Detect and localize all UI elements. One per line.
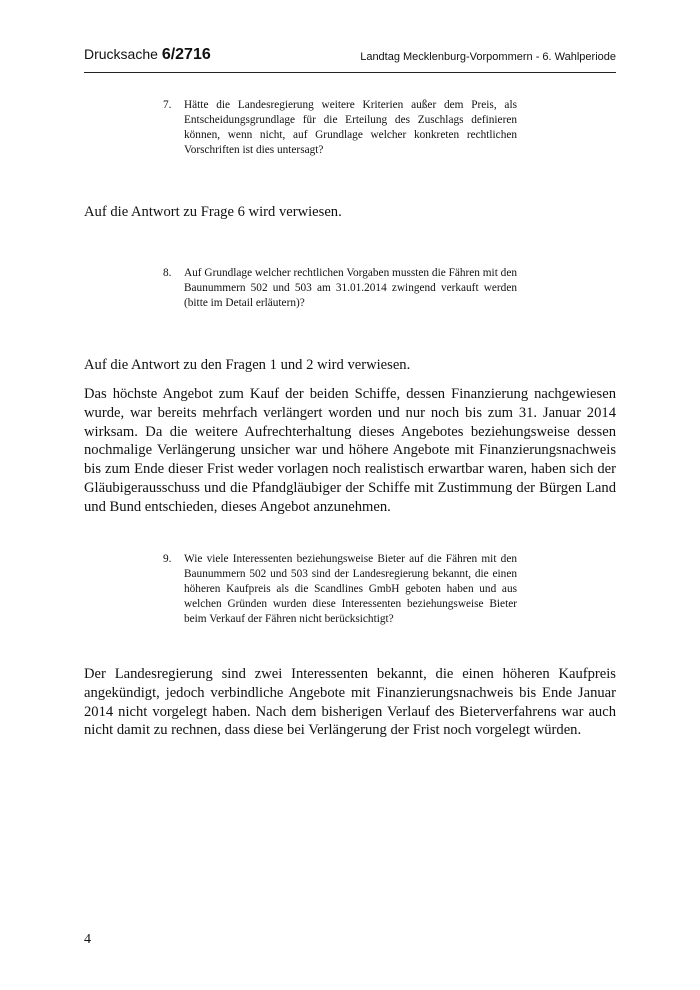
question-number: 8.: [163, 267, 172, 279]
page-number: 4: [84, 932, 91, 947]
parliament-label: Landtag Mecklenburg-Vorpommern - 6. Wahlperiode: [360, 51, 616, 63]
question-number: 7.: [163, 99, 172, 111]
question-text: Auf Grundlage welcher rechtlichen Vorgaben mussten die Fähren mit den Baunummern 502 und 503 am 31.01.2014 zwingend verkauft werden (bitte im Detail erläutern)?: [184, 267, 517, 309]
question-8: [163, 266, 517, 311]
question-7: [163, 98, 517, 158]
question-text: Wie viele Interessenten beziehungsweise Bieter auf die Fähren mit den Baunummern 502 und 503 sind der Landesregierung bekannt, die einen höheren Kaufpreis als die Scandlines GmbH geboten haben und aus welchen Gründen wurden diese Interessenten beziehungsweise Bieter beim Verkauf der Fähren nicht berücksichtigt?: [184, 553, 517, 625]
answer-9: Der Landesregierung sind zwei Interessenten bekannt, die einen höheren Kaufpreis angekündigt, jedoch verbindliche Angebote mit Finanzierungsnachweis bis Ende Januar 2014 nicht vorgelegt haben. Nach dem bisherigen Verlauf des Bieterverfahrens war auch nicht damit zu rechnen, dass diese bei Verlängerung der Frist noch vorgelegt würden.: [84, 666, 616, 739]
answer-8-reference: Auf die Antwort zu den Fragen 1 und 2 wird verwiesen.: [84, 357, 411, 373]
answer-7: Auf die Antwort zu Frage 6 wird verwiesen.: [84, 204, 342, 220]
question-9: [163, 552, 517, 627]
question-text: Hätte die Landesregierung weitere Kriterien außer dem Preis, als Entscheidungsgrundlage für die Erteilung des Zuschlags definieren können, wenn nicht, auf Grundlage welcher konkreten rechtlichen Vorschriften ist dies untersagt?: [184, 99, 517, 156]
doc-label: Drucksache: [84, 46, 158, 62]
answer-8-body: Das höchste Angebot zum Kauf der beiden Schiffe, dessen Finanzierung nachgewiesen wurde, war bereits mehrfach verlängert worden und nur noch bis zum 31. Januar 2014 wirksam. Da die weitere Aufrechterhaltung dieses Angebotes beziehungsweise dessen nochmalige Verlängerung unsicher war und höhere Angebote mit Finanzierungsnachweis bis zum Ende dieser Frist weder vorlagen noch realistisch erwartbar waren, haben sich der Gläubigerausschuss und die Pfandgläubiger der Schiffe mit Zustimmung der Bürgen Land und Bund entschieden, dieses Angebot anzunehmen.: [84, 386, 616, 515]
document-id: [84, 46, 211, 64]
doc-number: 6/2716: [161, 46, 211, 63]
page-header: [84, 42, 616, 73]
question-number: 9.: [163, 553, 172, 565]
